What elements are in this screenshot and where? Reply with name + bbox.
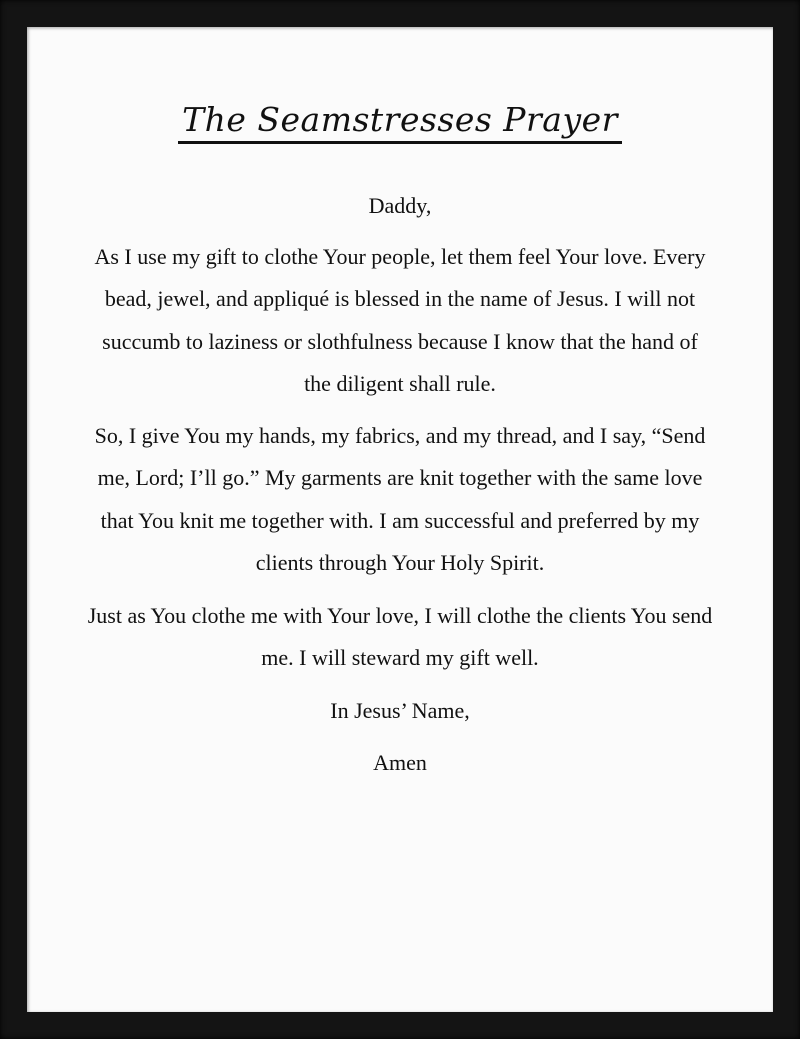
signoff: Amen xyxy=(373,750,427,775)
paragraph-3: Just as You clothe me with Your love, I will clothe the clients You send me. I will steward my gift well. xyxy=(87,602,713,670)
prayer-body xyxy=(87,185,713,785)
page-title xyxy=(27,100,773,144)
title-text: The Seamstresses Prayer xyxy=(178,100,622,144)
paragraph-2: So, I give You my hands, my fabrics, and my thread, and I say, “Send me, Lord; I’ll go.” My garments are knit together with the same love that You knit me together with. I am successful and preferred by my clients through Your Holy Spirit. xyxy=(94,422,706,575)
paragraph-1: As I use my gift to clothe Your people, let them feel Your love. Every bead, jewel, and appliqué is blessed in the name of Jesus. I will not succumb to laziness or slothfulness because I know that the hand of the diligent shall rule. xyxy=(94,243,706,396)
salutation: Daddy, xyxy=(368,193,432,218)
closing-line: In Jesus’ Name, xyxy=(330,697,470,723)
paper-page xyxy=(27,27,773,1012)
